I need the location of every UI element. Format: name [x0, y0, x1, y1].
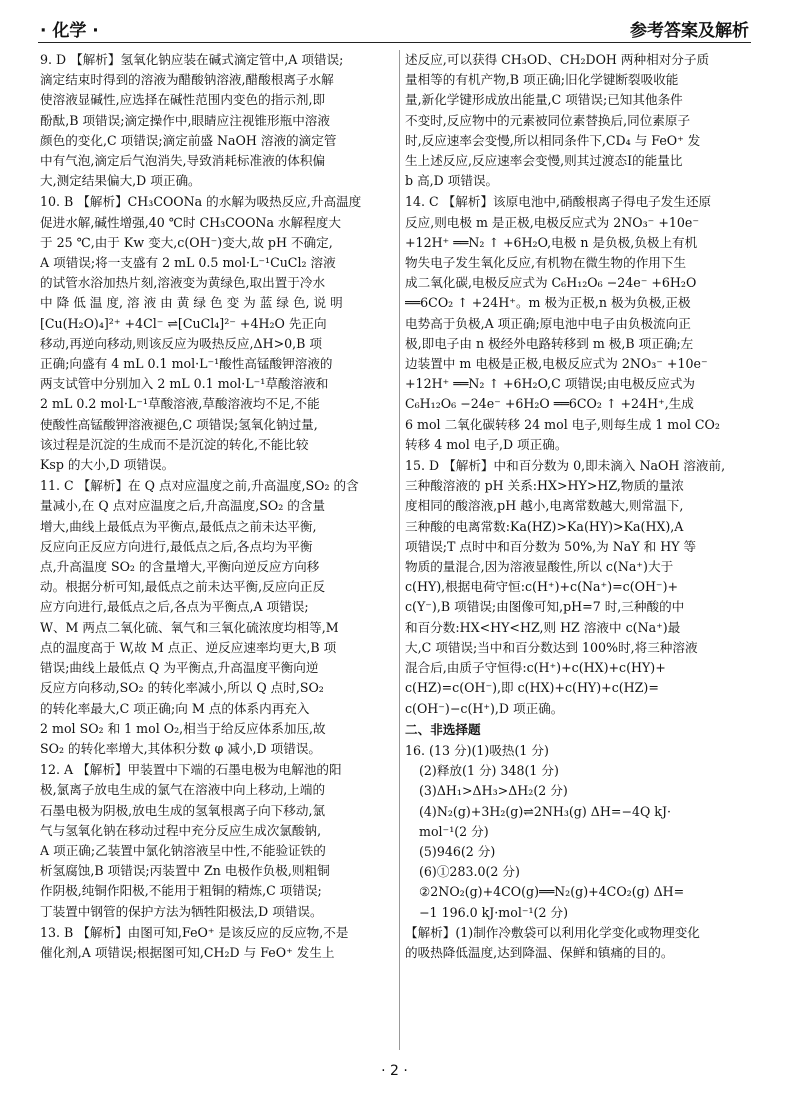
answer-line: 动。根据分析可知,最低点之前未达平衡,反应向正反 [40, 579, 326, 595]
answer-line: 两支试管中分别加入 2 mL 0.1 mol·L⁻¹草酸溶液和 [40, 376, 329, 392]
q16-line: (3)ΔH₁>ΔH₃>ΔH₂(2 分) [419, 783, 568, 799]
subject-label: · 化学 · [40, 21, 99, 41]
answer-line: 中有气泡,滴定后气泡消失,导致消耗标准液的体积偏 [40, 153, 326, 169]
answer-line: 时,反应速率会变慢,所以相同条件下,CD₄ 与 FeO⁺ 发 [405, 132, 701, 148]
answer-line: A 项错误;将一支盛有 2 mL 0.5 mol·L⁻¹CuCl₂ 溶液 [40, 255, 336, 271]
answer-line: 的试管水浴加热片刻,溶液变为黄绿色,取出置于冷水 [40, 275, 326, 291]
q16-line: (4)N₂(g)+3H₂(g)⇌2NH₃(g) ΔH=−4Q kJ· [419, 803, 671, 819]
answer-line: c(Y⁻),B 项错误;由图像可知,pH=7 时,三种酸的中 [405, 599, 685, 615]
answer-line: 物质的量混合,因为溶液显酸性,所以 c(Na⁺)大于 [405, 559, 674, 575]
answer-line: 量相等的有机产物,B 项正确;旧化学键断裂吸收能 [405, 72, 679, 88]
q16-line: 16. (13 分)(1)吸热(1 分) [405, 742, 549, 758]
answer-line: 三种酸的电离常数:Ka(HZ)>Ka(HY)>Ka(HX),A [405, 518, 684, 534]
answer-line: 石墨电极为阴极,放电生成的氢氧根离子向下移动,氯 [40, 802, 326, 818]
answer-line: C₆H₁₂O₆ −24e⁻ +6H₂O ══6CO₂ ↑ +24H⁺,生成 [405, 396, 694, 412]
answer-line: 10. B 【解析】CH₃COONa 的水解为吸热反应,升高温度 [40, 194, 362, 210]
answer-line: 2 mol SO₂ 和 1 mol O₂,相当于给反应体系加压,故 [40, 720, 326, 736]
answer-line: 量减小,在 Q 点对应温度之后,升高温度,SO₂ 的含量 [40, 498, 326, 514]
q16-line: −1 196.0 kJ·mol⁻¹(2 分) [419, 904, 568, 920]
answer-line: 移动,再逆向移动,则该反应为吸热反应,ΔH>0,B 项 [40, 335, 323, 351]
answer-line: 不变时,反应物中的元素被同位素替换后,同位素原子 [405, 112, 691, 128]
answer-line: 电势高于负极,A 项正确;原电池中电子由负极流向正 [405, 315, 691, 331]
answer-line: 成二氧化碳,电极反应式为 C₆H₁₂O₆ −24e⁻ +6H₂O [405, 275, 697, 291]
page-header [38, 14, 751, 43]
answer-line: A 项正确;乙装置中氯化钠溶液呈中性,不能验证铁的 [40, 842, 326, 858]
answer-line: 生上述反应,反应速率会变慢,则其过渡态Ⅰ的能量比 [405, 153, 683, 169]
answer-line: 滴定结束时得到的溶液为醋酸钠溶液,醋酸根离子水解 [40, 72, 334, 88]
answer-line: 混合后,由质子守恒得:c(H⁺)+c(HX)+c(HY)+ [405, 660, 666, 676]
answer-line: 项错误;T 点时中和百分数为 50%,为 NaY 和 HY 等 [405, 538, 697, 554]
answer-line: 12. A 【解析】甲装置中下端的石墨电极为电解池的阳 [40, 762, 342, 778]
answer-line: 错误;曲线上最低点 Q 为平衡点,升高温度平衡向逆 [40, 660, 319, 676]
answer-line: 物失电子发生氧化反应,有机物在微生物的作用下生 [405, 255, 687, 271]
page-number: · 2 · [381, 1063, 408, 1079]
answer-item [40, 192, 395, 475]
answer-line: 点的温度高于 W,故 M 点正、逆反应速率均更大,B 项 [40, 639, 337, 655]
answer-line: 15. D 【解析】中和百分数为 0,即未滴入 NaOH 溶液前, [405, 458, 726, 474]
answer-line: 三种酸溶液的 pH 关系:HX>HY>HZ,物质的量浓 [405, 478, 684, 494]
answer-line: SO₂ 的转化率增大,其体积分数 φ 减小,D 项错误。 [40, 740, 322, 756]
answer-line: [Cu(H₂O)₄]²⁺ +4Cl⁻ ⇌[CuCl₄]²⁻ +4H₂O 先正向 [40, 315, 327, 331]
left-column [40, 50, 395, 1050]
answer-line: 边装置中 m 电极是正极,电极反应式为 2NO₃⁻ +10e⁻ [405, 356, 708, 372]
answer-line: 增大,曲线上最低点为平衡点,最低点之前未达平衡, [40, 518, 317, 534]
answer-line: c(OH⁻)−c(H⁺),D 项正确。 [405, 700, 564, 716]
q16-line: (5)946(2 分) [419, 843, 496, 859]
answer-line: 反应方向移动,SO₂ 的转化率减小,所以 Q 点时,SO₂ [40, 680, 324, 696]
answer-line: 极,氯离子放电生成的氯气在溶液中向上移动,上端的 [40, 782, 326, 798]
answer-line: c(HZ)=c(OH⁻),即 c(HX)+c(HY)+c(HZ)= [405, 680, 659, 696]
q16-line: mol⁻¹(2 分) [419, 823, 489, 839]
answer-line: 反应向正反应方向进行,最低点之后,各点均为平衡 [40, 538, 313, 554]
answer-line: 催化剂,A 项错误;根据图可知,CH₂D 与 FeO⁺ 发生上 [40, 944, 335, 960]
answer-item [405, 192, 755, 455]
question-16 [405, 741, 755, 963]
answer-item [405, 456, 755, 719]
answer-line: Ksp 的大小,D 项错误。 [40, 457, 175, 473]
answer-line: 13. B 【解析】由图可知,FeO⁺ 是该反应的反应物,不是 [40, 924, 349, 940]
answer-line: 反应,则电极 m 是正极,电极反应式为 2NO₃⁻ +10e⁻ [405, 214, 700, 230]
answer-line: 极,即电子由 n 极经外电路转移到 m 极,B 项正确;左 [405, 335, 694, 351]
answer-line: 使酸性高锰酸钾溶液褪色,C 项错误;氢氧化钠过量, [40, 416, 318, 432]
right-answers [405, 50, 755, 719]
answer-line: 颜色的变化,C 项错误;滴定前盛 NaOH 溶液的滴定管 [40, 132, 337, 148]
answer-line: 大,测定结果偏大,D 项正确。 [40, 173, 201, 189]
answer-line: 促进水解,碱性增强,40 ℃时 CH₃COONa 水解程度大 [40, 214, 341, 230]
answer-item [405, 50, 755, 191]
section-label: 参考答案及解析 [630, 21, 749, 41]
answer-line: 中 降 低 温 度, 溶 液 由 黄 绿 色 变 为 蓝 绿 色, 说 明 [40, 295, 343, 311]
answer-line: 正确;向盛有 4 mL 0.1 mol·L⁻¹酸性高锰酸钾溶液的 [40, 356, 333, 372]
right-column [405, 50, 755, 1050]
answer-line: +12H⁺ ══N₂ ↑ +6H₂O,电极 n 是负极,负极上有机 [405, 234, 698, 250]
answer-line: 大,C 项错误;当中和百分数达到 100%时,将三种溶液 [405, 639, 698, 655]
answer-line: 14. C 【解析】该原电池中,硝酸根离子得电子发生还原 [405, 194, 712, 210]
answer-line: 使溶液显碱性,应选择在碱性范围内变色的指示剂,即 [40, 92, 326, 108]
column-divider [399, 50, 400, 1050]
answer-line: 和百分数:HX<HY<HZ,则 HZ 溶液中 c(Na⁺)最 [405, 619, 681, 635]
answer-line: W、M 两点二氧化硫、氧气和三氧化硫浓度均相等,M [40, 619, 339, 635]
answer-line: 该过程是沉淀的生成而不是沉淀的转化,不能比较 [40, 436, 309, 452]
answer-line: 9. D 【解析】氢氧化钠应装在碱式滴定管中,A 项错误; [40, 52, 344, 67]
answer-line: 转移 4 mol 电子,D 项正确。 [405, 436, 568, 452]
q16-line: ②2NO₂(g)+4CO(g)══N₂(g)+4CO₂(g) ΔH= [419, 884, 685, 900]
answer-line: 气与氢氧化钠在移动过程中充分反应生成次氯酸钠, [40, 822, 322, 838]
answer-line: 6 mol 二氧化碳转移 24 mol 电子,则每生成 1 mol CO₂ [405, 416, 720, 432]
q16-line: 【解析】(1)制作冷敷袋可以利用化学变化或物理变化 [405, 924, 700, 940]
answer-item [40, 50, 395, 191]
answer-line: ══6CO₂ ↑ +24H⁺。m 极为正极,n 极为负极,正极 [405, 295, 691, 311]
answer-line: 述反应,可以获得 CH₃OD、CH₂DOH 两种相对分子质 [405, 52, 710, 67]
answer-line: 析氢腐蚀,B 项错误;丙装置中 Zn 电极作负极,则粗铜 [40, 863, 330, 879]
answer-line: 度相同的酸溶液,pH 越小,电离常数越大,则常温下, [405, 498, 684, 514]
answer-line: 的转化率最大,C 项正确;向 M 点的体系内再充入 [40, 700, 310, 716]
answer-line: +12H⁺ ══N₂ ↑ +6H₂O,C 项错误;由电极反应式为 [405, 376, 696, 392]
answer-line: 丁装置中钢管的保护方法为牺牲阳极法,D 项错误。 [40, 903, 323, 919]
answer-line: 量,新化学键形成放出能量,C 项错误;已知其他条件 [405, 92, 683, 108]
answer-line: 作阴极,纯铜作阳极,不能用于粗铜的精炼,C 项错误; [40, 883, 322, 899]
answer-line: b 高,D 项错误。 [405, 173, 499, 189]
section-title: 二、非选择题 [405, 721, 481, 737]
answer-line: 点,升高温度 SO₂ 的含量增大,平衡向逆反应方向移 [40, 559, 320, 575]
answer-line: c(HY),根据电荷守恒:c(H⁺)+c(Na⁺)=c(OH⁻)+ [405, 579, 679, 595]
answer-line: 11. C 【解析】在 Q 点对应温度之前,升高温度,SO₂ 的含 [40, 478, 359, 494]
answer-line: 2 mL 0.2 mol·L⁻¹草酸溶液,草酸溶液均不足,不能 [40, 396, 320, 412]
answer-line: 应方向进行,最低点之后,各点为平衡点,A 项错误; [40, 599, 309, 615]
answer-item [40, 476, 395, 759]
answer-item [40, 923, 395, 963]
answer-line: 酚酞,B 项错误;滴定操作中,眼睛应注视锥形瓶中溶液 [40, 112, 330, 128]
q16-line: (2)释放(1 分) 348(1 分) [419, 763, 559, 779]
q16-line: 的吸热降低温度,达到降温、保鲜和镇痛的目的。 [405, 944, 674, 960]
q16-line: (6)①283.0(2 分) [419, 864, 520, 880]
answer-item [40, 760, 395, 922]
answer-line: 于 25 ℃,由于 Kw 变大,c(OH⁻)变大,故 pH 不确定, [40, 234, 333, 250]
